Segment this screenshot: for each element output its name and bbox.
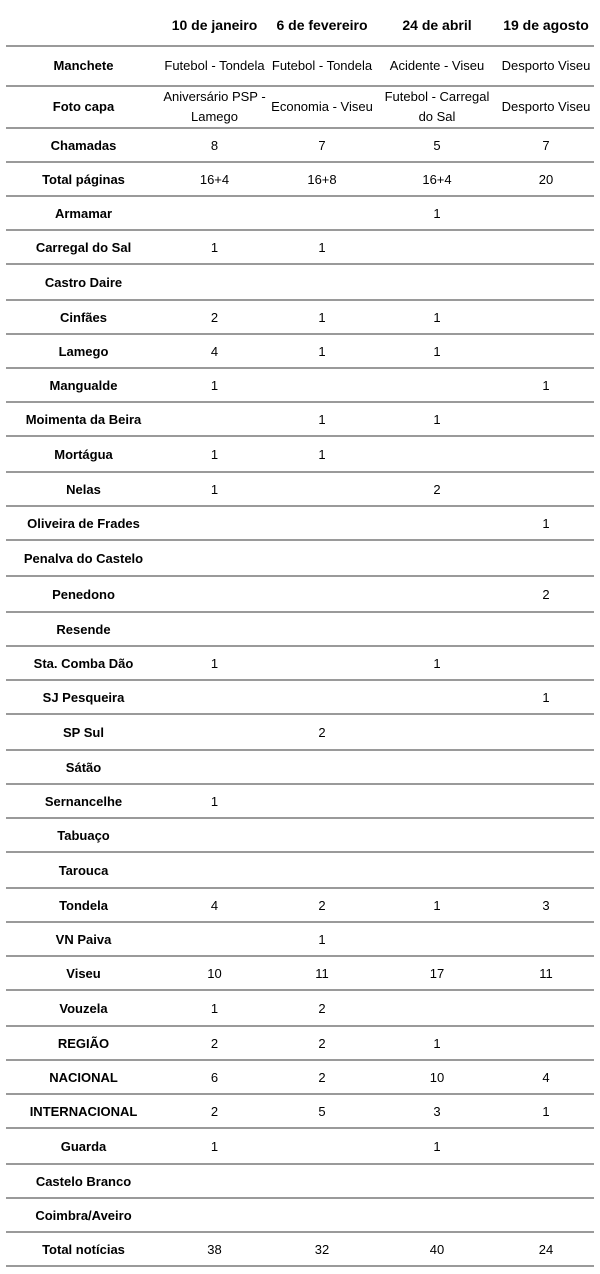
- table-cell: [268, 196, 376, 230]
- table-cell: [268, 472, 376, 506]
- table-row: [6, 888, 594, 922]
- table-cell: 1: [376, 1026, 498, 1060]
- table-cell: [376, 540, 498, 576]
- table-cell: 1: [268, 922, 376, 956]
- table-cell: Desporto Viseu: [498, 86, 594, 128]
- table-cell: 1: [376, 334, 498, 368]
- table-cell: [376, 576, 498, 612]
- table-row: [6, 472, 594, 506]
- table-cell: 1: [498, 1094, 594, 1128]
- row-label: Mangualde: [6, 368, 161, 402]
- table-cell: [161, 576, 268, 612]
- table-cell: [498, 1026, 594, 1060]
- table-row: [6, 1232, 594, 1266]
- table-cell: [161, 1164, 268, 1198]
- row-label: Resende: [6, 612, 161, 646]
- table-row: [6, 1026, 594, 1060]
- table-cell: [376, 680, 498, 714]
- header-cell-date: 24 de abril: [376, 4, 498, 46]
- table-cell: 1: [376, 196, 498, 230]
- row-label: Sta. Comba Dão: [6, 646, 161, 680]
- table-cell: [268, 818, 376, 852]
- table-row: [6, 922, 594, 956]
- table-cell: 4: [498, 1060, 594, 1094]
- table-row: [6, 990, 594, 1026]
- table-cell: Futebol - Tondela: [161, 46, 268, 86]
- data-table-container: [6, 4, 594, 1267]
- table-cell: [376, 506, 498, 540]
- table-row: [6, 540, 594, 576]
- table-cell: [376, 852, 498, 888]
- row-label: Chamadas: [6, 128, 161, 162]
- table-row: [6, 436, 594, 472]
- table-row: [6, 86, 594, 128]
- table-cell: 1: [498, 506, 594, 540]
- table-cell: [498, 818, 594, 852]
- row-label: Total páginas: [6, 162, 161, 196]
- row-label: Oliveira de Frades: [6, 506, 161, 540]
- table-cell: [161, 680, 268, 714]
- row-label: Armamar: [6, 196, 161, 230]
- table-row: [6, 264, 594, 300]
- row-label: Sátão: [6, 750, 161, 784]
- table-row: [6, 818, 594, 852]
- row-label: Castro Daire: [6, 264, 161, 300]
- table-cell: [498, 230, 594, 264]
- table-row: [6, 1094, 594, 1128]
- table-cell: 6: [161, 1060, 268, 1094]
- table-cell: Futebol - Tondela: [268, 46, 376, 86]
- table-cell: 11: [498, 956, 594, 990]
- row-label: Penalva do Castelo: [6, 540, 161, 576]
- table-cell: [268, 540, 376, 576]
- row-label: SJ Pesqueira: [6, 680, 161, 714]
- row-label: Guarda: [6, 1128, 161, 1164]
- table-cell: [376, 818, 498, 852]
- table-cell: Acidente - Viseu: [376, 46, 498, 86]
- table-cell: [161, 196, 268, 230]
- table-cell: [498, 1198, 594, 1232]
- row-label: Tabuaço: [6, 818, 161, 852]
- table-cell: [376, 1198, 498, 1232]
- table-cell: [268, 1164, 376, 1198]
- table-cell: 7: [268, 128, 376, 162]
- table-cell: 1: [268, 436, 376, 472]
- table-row: [6, 750, 594, 784]
- table-cell: [498, 990, 594, 1026]
- table-cell: [498, 402, 594, 436]
- table-cell: 1: [268, 230, 376, 264]
- table-cell: 38: [161, 1232, 268, 1266]
- table-cell: [498, 540, 594, 576]
- table-cell: 2: [161, 300, 268, 334]
- table-cell: [498, 646, 594, 680]
- row-label: NACIONAL: [6, 1060, 161, 1094]
- table-cell: [268, 750, 376, 784]
- table-cell: 10: [376, 1060, 498, 1094]
- table-row: [6, 368, 594, 402]
- row-label: Castelo Branco: [6, 1164, 161, 1198]
- table-cell: 1: [161, 368, 268, 402]
- table-cell: 1: [376, 300, 498, 334]
- table-cell: [268, 612, 376, 646]
- row-label: Tarouca: [6, 852, 161, 888]
- table-cell: 1: [376, 1128, 498, 1164]
- table-cell: 5: [376, 128, 498, 162]
- table-cell: [268, 680, 376, 714]
- table-cell: 10: [161, 956, 268, 990]
- table-row: [6, 956, 594, 990]
- table-cell: 4: [161, 334, 268, 368]
- table-cell: 1: [161, 436, 268, 472]
- table-cell: 1: [161, 784, 268, 818]
- row-label: Foto capa: [6, 86, 161, 128]
- row-label: REGIÃO: [6, 1026, 161, 1060]
- table-cell: [268, 1198, 376, 1232]
- table-cell: [161, 852, 268, 888]
- table-cell: [161, 402, 268, 436]
- row-label: Vouzela: [6, 990, 161, 1026]
- table-cell: 1: [376, 402, 498, 436]
- table-cell: [498, 714, 594, 750]
- table-cell: 24: [498, 1232, 594, 1266]
- table-cell: [376, 922, 498, 956]
- table-cell: [376, 264, 498, 300]
- row-label: Penedono: [6, 576, 161, 612]
- table-row: [6, 162, 594, 196]
- table-cell: 17: [376, 956, 498, 990]
- header-cell-empty: [6, 4, 161, 46]
- table-cell: 5: [268, 1094, 376, 1128]
- table-cell: [498, 436, 594, 472]
- table-cell: 1: [376, 646, 498, 680]
- table-cell: 1: [268, 334, 376, 368]
- table-cell: [498, 1128, 594, 1164]
- table-cell: 16+4: [376, 162, 498, 196]
- table-cell: 16+4: [161, 162, 268, 196]
- table-header-row: [6, 4, 594, 46]
- table-row: [6, 402, 594, 436]
- table-cell: 3: [498, 888, 594, 922]
- table-cell: 1: [376, 888, 498, 922]
- table-cell: [376, 368, 498, 402]
- table-cell: 1: [161, 990, 268, 1026]
- table-cell: [498, 264, 594, 300]
- table-cell: [376, 784, 498, 818]
- table-cell: 2: [268, 1060, 376, 1094]
- table-cell: [498, 784, 594, 818]
- table-cell: [498, 922, 594, 956]
- table-row: [6, 300, 594, 334]
- table-cell: [161, 818, 268, 852]
- table-row: [6, 714, 594, 750]
- table-cell: [161, 612, 268, 646]
- table-cell: Desporto Viseu: [498, 46, 594, 86]
- table-cell: [498, 334, 594, 368]
- table-cell: 3: [376, 1094, 498, 1128]
- table-row: [6, 196, 594, 230]
- row-label: Moimenta da Beira: [6, 402, 161, 436]
- table-cell: 1: [268, 402, 376, 436]
- table-row: [6, 680, 594, 714]
- table-cell: 32: [268, 1232, 376, 1266]
- table-row: [6, 1128, 594, 1164]
- table-cell: 2: [268, 990, 376, 1026]
- table-cell: [498, 196, 594, 230]
- header-cell-date: 6 de fevereiro: [268, 4, 376, 46]
- table-cell: [268, 368, 376, 402]
- row-label: Total notícias: [6, 1232, 161, 1266]
- table-cell: [498, 750, 594, 784]
- table-cell: [376, 612, 498, 646]
- table-cell: 4: [161, 888, 268, 922]
- table-row: [6, 576, 594, 612]
- table-cell: [268, 264, 376, 300]
- table-cell: [161, 1198, 268, 1232]
- table-row: [6, 1164, 594, 1198]
- table-cell: 1: [498, 368, 594, 402]
- table-cell: [268, 784, 376, 818]
- table-cell: 20: [498, 162, 594, 196]
- row-label: Mortágua: [6, 436, 161, 472]
- news-count-table: [6, 4, 594, 1267]
- table-cell: 2: [161, 1026, 268, 1060]
- row-label: Coimbra/Aveiro: [6, 1198, 161, 1232]
- table-cell: Economia - Viseu: [268, 86, 376, 128]
- table-cell: 11: [268, 956, 376, 990]
- table-cell: [161, 540, 268, 576]
- table-cell: [498, 472, 594, 506]
- table-cell: [161, 264, 268, 300]
- header-cell-date: 10 de janeiro: [161, 4, 268, 46]
- table-cell: [161, 506, 268, 540]
- table-row: [6, 1198, 594, 1232]
- row-label: VN Paiva: [6, 922, 161, 956]
- row-label: Carregal do Sal: [6, 230, 161, 264]
- row-label: Manchete: [6, 46, 161, 86]
- row-label: Viseu: [6, 956, 161, 990]
- header-cell-date: 19 de agosto: [498, 4, 594, 46]
- table-cell: [268, 646, 376, 680]
- row-label: Cinfães: [6, 300, 161, 334]
- table-cell: 8: [161, 128, 268, 162]
- table-cell: [268, 852, 376, 888]
- table-cell: Aniversário PSP - Lamego: [161, 86, 268, 128]
- table-row: [6, 46, 594, 86]
- table-cell: 2: [268, 1026, 376, 1060]
- table-row: [6, 852, 594, 888]
- table-row: [6, 506, 594, 540]
- table-cell: 1: [161, 646, 268, 680]
- table-cell: 2: [376, 472, 498, 506]
- table-cell: [268, 1128, 376, 1164]
- table-cell: [498, 612, 594, 646]
- table-cell: 1: [161, 1128, 268, 1164]
- table-cell: 7: [498, 128, 594, 162]
- table-cell: 1: [161, 472, 268, 506]
- table-cell: [498, 852, 594, 888]
- table-cell: [376, 230, 498, 264]
- table-cell: 2: [498, 576, 594, 612]
- table-row: [6, 646, 594, 680]
- table-cell: [161, 750, 268, 784]
- table-row: [6, 1060, 594, 1094]
- table-row: [6, 784, 594, 818]
- row-label: INTERNACIONAL: [6, 1094, 161, 1128]
- table-cell: 1: [161, 230, 268, 264]
- table-cell: 16+8: [268, 162, 376, 196]
- table-cell: 2: [268, 714, 376, 750]
- table-cell: [161, 714, 268, 750]
- table-row: [6, 612, 594, 646]
- row-label: SP Sul: [6, 714, 161, 750]
- row-label: Sernancelhe: [6, 784, 161, 818]
- table-cell: [161, 922, 268, 956]
- table-cell: [498, 1164, 594, 1198]
- table-cell: [376, 714, 498, 750]
- row-label: Nelas: [6, 472, 161, 506]
- table-cell: [376, 750, 498, 784]
- table-cell: 1: [268, 300, 376, 334]
- table-cell: Futebol - Carregal do Sal: [376, 86, 498, 128]
- table-cell: 2: [268, 888, 376, 922]
- table-row: [6, 334, 594, 368]
- table-cell: 40: [376, 1232, 498, 1266]
- row-label: Lamego: [6, 334, 161, 368]
- table-cell: [498, 300, 594, 334]
- table-cell: 2: [161, 1094, 268, 1128]
- table-row: [6, 128, 594, 162]
- table-cell: [268, 576, 376, 612]
- table-cell: [268, 506, 376, 540]
- row-label: Tondela: [6, 888, 161, 922]
- table-row: [6, 230, 594, 264]
- table-cell: 1: [498, 680, 594, 714]
- table-cell: [376, 990, 498, 1026]
- table-cell: [376, 1164, 498, 1198]
- table-cell: [376, 436, 498, 472]
